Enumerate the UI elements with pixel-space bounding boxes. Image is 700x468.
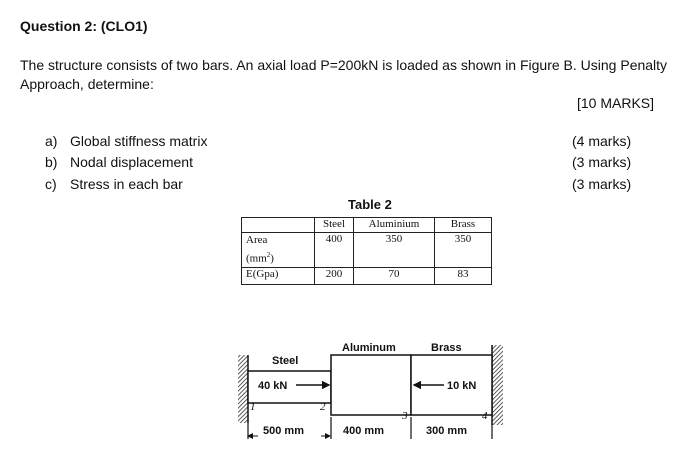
table-row-area (242, 233, 492, 268)
part-c (45, 176, 183, 192)
brass-label: Brass (431, 342, 462, 354)
part-a-marks: (4 marks) (572, 133, 632, 149)
table-corner-cell (242, 218, 315, 233)
node-4-label: 4 (482, 410, 488, 422)
header-aluminium: Aluminium (354, 218, 435, 233)
properties-table (241, 217, 492, 285)
modulus-aluminium: 70 (354, 267, 435, 284)
part-a-text: Global stiffness matrix (70, 133, 208, 149)
part-b-marks: (3 marks) (572, 154, 632, 170)
aluminum-bar (331, 355, 411, 415)
part-c-letter: c) (45, 176, 57, 192)
bar-structure-figure (230, 335, 520, 450)
left-wall (238, 355, 248, 423)
left-load-label: 40 kN (258, 380, 288, 392)
table-caption: Table 2 (348, 197, 392, 212)
node-2-label: 2 (320, 401, 326, 413)
area-steel: 400 (315, 233, 354, 268)
question-text: The structure consists of two bars. An axial load P=200kN is loaded as shown in Figure B. Using Penalty Approach, determine: (20, 57, 668, 92)
dim-aluminum-length: 400 mm (343, 425, 384, 437)
part-c-marks: (3 marks) (572, 176, 632, 192)
row-label-area: Area $(mm^2)$ (242, 233, 315, 268)
table-header-row (242, 218, 492, 233)
node-1-label: 1 (250, 401, 256, 413)
aluminum-label: Aluminum (342, 342, 396, 354)
question-title: Question 2: (CLO1) (20, 18, 148, 34)
part-b-letter: b) (45, 154, 58, 170)
steel-label: Steel (272, 355, 299, 367)
header-brass: Brass (435, 218, 492, 233)
dim-brass-length: 300 mm (426, 425, 467, 437)
modulus-brass: 83 (435, 267, 492, 284)
total-marks: [10 MARKS] (577, 95, 655, 111)
header-steel: Steel (315, 218, 354, 233)
modulus-steel: 200 (315, 267, 354, 284)
part-a-letter: a) (45, 133, 58, 149)
part-c-text: Stress in each bar (70, 176, 183, 192)
table-row-modulus (242, 267, 492, 284)
dim-steel-length: 500 mm (263, 425, 304, 437)
part-b (45, 154, 193, 170)
right-wall (492, 345, 503, 425)
right-load-label: 10 kN (447, 380, 477, 392)
node-3-label: 3 (402, 410, 408, 422)
part-a (45, 133, 207, 149)
part-b-text: Nodal displacement (70, 154, 193, 170)
area-aluminium: 350 (354, 233, 435, 268)
row-label-modulus: E(Gpa) (242, 267, 315, 284)
area-brass: 350 (435, 233, 492, 268)
